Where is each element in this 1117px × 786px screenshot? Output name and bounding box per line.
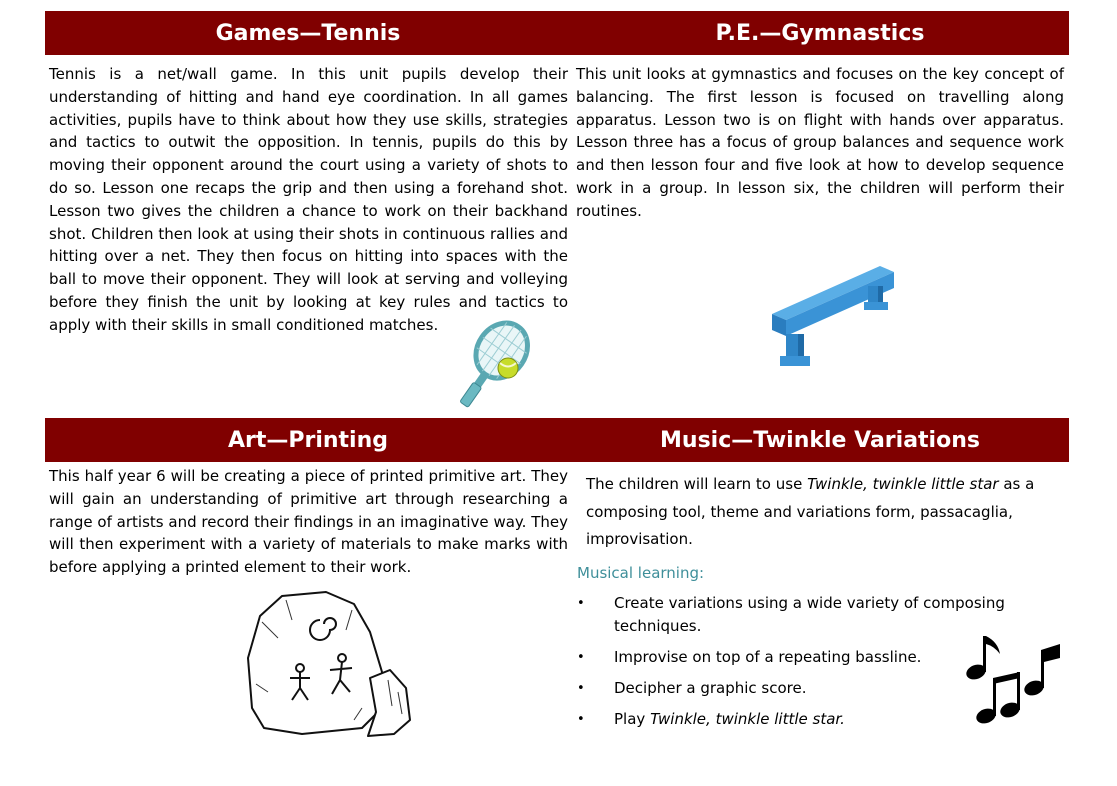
tennis-header	[45, 11, 571, 55]
art-body: This half year 6 will be creating a piece of printed primitive art. They will gain an understanding of primitive art through researching a range of artists and record their findings in an imaginative way. They will then experiment with a variety of materials to make marks with before applying a printed element to their work.	[49, 467, 568, 577]
music-intro-text: The children will learn to use	[586, 475, 808, 493]
gymnastics-body: This unit looks at gymnastics and focuses on the key concept of balancing. The first lesson is focused on travelling along apparatus. Lesson two is on flight with hands over apparatus. Lesson three has a focus of group balances and sequence work and then lesson four and five look at how to develop sequence work in a group. In lesson six, the children will perform their routines.	[576, 65, 1064, 220]
list-item: • Decipher a graphic score.	[577, 677, 1007, 700]
gymnastics-header	[571, 11, 1069, 55]
tennis-body: Tennis is a net/wall game. In this unit pupils develop their understanding of hitting and hand eye coordination. In all games activities, pupils have to think about how they use skills, strategies and tactics to outwit the opposition. In tennis, pupils do this by moving their opponent around the court using a variety of shots to do so. Lesson one recaps the grip and then using a forehand shot. Lesson two gives the children a chance to work on their backhand shot. Children then look at using their shots in continuous rallies and hitting over a net. They then focus on hitting into spaces with the ball to move their opponent. They will look at serving and volleying before they finish the unit by looking at key rules and tactics to apply with their skills in small conditioned matches.	[49, 65, 568, 334]
music-intro-song: Twinkle, twinkle little star	[807, 475, 999, 493]
list-item: • Create variations using a wide variety of composing techniques.	[577, 592, 1007, 638]
music-intro	[586, 471, 1056, 554]
music-notes-icon	[964, 632, 1064, 728]
tennis-racket-icon	[440, 318, 540, 418]
musical-learning-heading: Musical learning:	[577, 564, 705, 582]
art-title: Art—Printing	[227, 427, 389, 453]
musical-learning-list	[577, 592, 1007, 739]
balance-beam-icon	[768, 262, 898, 370]
list-item: • Improvise on top of a repeating bassline.	[577, 646, 1007, 669]
music-title: Music—Twinkle Variations	[660, 427, 980, 453]
cave-rock-icon	[242, 588, 414, 740]
list-item	[577, 708, 1007, 731]
list-item-text: Play	[614, 710, 651, 728]
music-intro-rest: as a composing tool, theme and variations form, passacaglia, improvisation.	[586, 475, 1035, 548]
tennis-title: Games—Tennis	[215, 20, 401, 46]
music-header	[571, 418, 1069, 462]
gymnastics-title: P.E.—Gymnastics	[715, 20, 925, 46]
art-header	[45, 418, 571, 462]
list-item-song: Twinkle, twinkle little star.	[650, 710, 845, 728]
